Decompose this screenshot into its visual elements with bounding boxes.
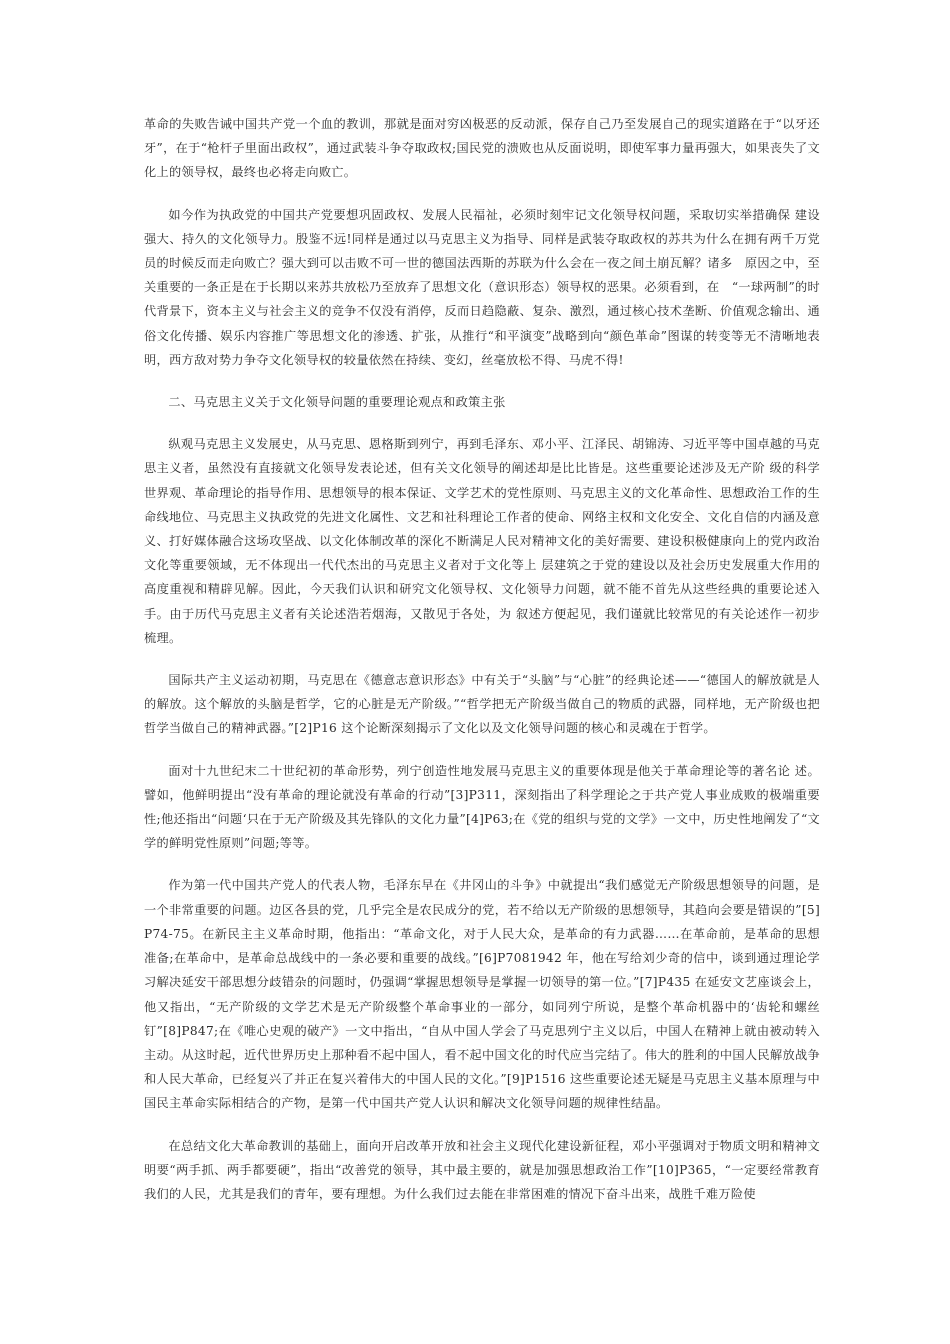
paragraph-3: 纵观马克思主义发展史，从马克思、恩格斯到列宁，再到毛泽东、邓小平、江泽民、胡锦涛、习近平等中国卓越的马克思主义者，虽然没有直接就文化领导发表论述，但有关文化领导的阐述却是比比皆是。这些重要论述涉及无产阶 级的科学世界观、革命理论的指导作用、思想领导的根本保证、文学艺术的党性原则、马克思主义的文化革命性、思想政治工作的生命线地位、马克思主义执政党的先进文化属性、文艺和社科理论工作者的使命、网络主权和文化安全、文化自信的内涵及意义、打好媒体融合这场攻坚战、以文化体制改革的深化不断满足人民对精神文化的美好需要、建设积极健康向上的党内政治文化等重要领域，无不体现出一代代杰出的马克思主义者对于文化等上 层建筑之于党的建设以及社会历史发展重大作用的高度重视和精辟见解。因此，今天我们认识和研究文化领导权、文化领导力问题，就不能不首先从这些经典的重要论述入手。由于历代马克思主义者有关论述浩若烟海，又散见于各处，为 叙述方便起见，我们谨就比较常见的有关论述作一初步梳理。 [144,437,820,645]
section-heading: 二、马克思主义关于文化领导问题的重要理论观点和政策主张 [168,395,506,410]
paragraph-2: 如今作为执政党的中国共产党要想巩固政权、发展人民福祉，必须时刻牢记文化领导权问题，采取切实举措确保 建设强大、持久的文化领导力。殷鉴不远!同样是通过以马克思主义为指导、同样是武装夺取政权的苏共为什么在拥有两千万党员的时候反而走向败亡？强大到可以击败不可一世的德国法西斯的苏联为什么会在一夜之间土崩瓦解？诸多 原因之中，至关重要的一条正是在于长期以来苏共放松乃至放弃了思想文化（意识形态）领导权的恶果。必须看到，在 “一球两制”的时代背景下，资本主义与社会主义的竞争不仅没有消停，反而日趋隐蔽、复杂、激烈，通过核心技术垄断、价值观念输出、通俗文化传播、娱乐内容推广等思想文化的渗透、扩张，从推行“和平演变”战略到向“颜色革命”图谋的转变等无不清晰地表明，西方敌对势力争夺文化领导权的较量依然在持续、变幻，丝毫放松不得、马虎不得! [144,207,820,367]
paragraph-6: 作为第一代中国共产党人的代表人物，毛泽东早在《井冈山的斗争》中就提出“我们感觉无产阶级思想领导的问题，是一个非常重要的问题。边区各县的党，几乎完全是农民成分的党，若不给以无产阶级的思想领导，其趋向会要是错误的”[5]P74-75。在新民主主义革命时期，他指出：“革命文化，对于人民大众，是革命的有力武器……在革命前，是革命的思想准备;在革命中，是革命总战线中的一条必要和重要的战线。”[6]P7081942 年，他在写给刘少奇的信中，谈到通过理论学习解决延安干部思想分歧错杂的问题时，仍强调“掌握思想领导是掌握一切领导的第一位。”[7]P435 在延安文艺座谈会上，他又指出，“无产阶级的文学艺术是无产阶级整个革命事业的一部分，如同列宁所说，是整个革命机器中的‘齿轮和螺丝钉”[8]P847;在《唯心史观的破产》一文中指出，“自从中国人学会了马克思列宁主义以后，中国人在精神上就由被动转入主动。从这时起，近代世界历史上那种看不起中国人，看不起中国文化的时代应当完结了。伟大的胜利的中国人民解放战争和人民大革命，已经复兴了并正在复兴着伟大的中国人民的文化。”[9]P1516 这些重要论述无疑是马克思主义基本原理与中国民主革命实际相结合的产物，是第一代中国共产党人认识和解决文化领导问题的规律性结晶。 [144,878,820,1111]
paragraph-1: 革命的失败告诫中国共产党一个血的教训，那就是面对穷凶极恶的反动派，保存自己乃至发展自己的现实道路在于“以牙还牙”，在于“枪杆子里面出政权”，通过武装斗争夺取政权;国民党的溃败也从反面说明，即使军事力量再强大，如果丧失了文化上的领导权，最终也必将走向败亡。 [144,117,820,180]
document-page [144,112,820,1224]
paragraph-4: 国际共产主义运动初期，马克思在《德意志意识形态》中有关于“头脑”与“心脏”的经典论述——“德国人的解放就是人的解放。这个解放的头脑是哲学，它的心脏是无产阶级。”“哲学把无产阶级当做自己的物质的武器，同样地，无产阶级也把哲学当做自己的精神武器。”[2]P16 这个论断深刻揭示了文化以及文化领导问题的核心和灵魂在于哲学。 [144,673,820,736]
paragraph-5: 面对十九世纪末二十世纪初的革命形势，列宁创造性地发展马克思主义的重要体现是他关于革命理论等的著名论 述。譬如，他鲜明提出“没有革命的理论就没有革命的行动”[3]P311，深刻指出了科学理论之于共产党人事业成败的极端重要性;他还指出“问题‘只在于无产阶级及其先锋队的文化力量”[4]P63;在《党的组织与党的文学》一文中，历史性地阐发了“文学的鲜明党性原则”问题;等等。 [144,763,820,851]
paragraph-7: 在总结文化大革命教训的基础上，面向开启改革开放和社会主义现代化建设新征程，邓小平强调对于物质文明和精神文明要“两手抓、两手都要硬”，指出“改善党的领导，其中最主要的，就是加强思想政治工作”[10]P365，“一定要经常教育我们的人民，尤其是我们的青年，要有理想。为什么我们过去能在非常困难的情况下奋斗出来，战胜千难万险使 [144,1138,820,1201]
